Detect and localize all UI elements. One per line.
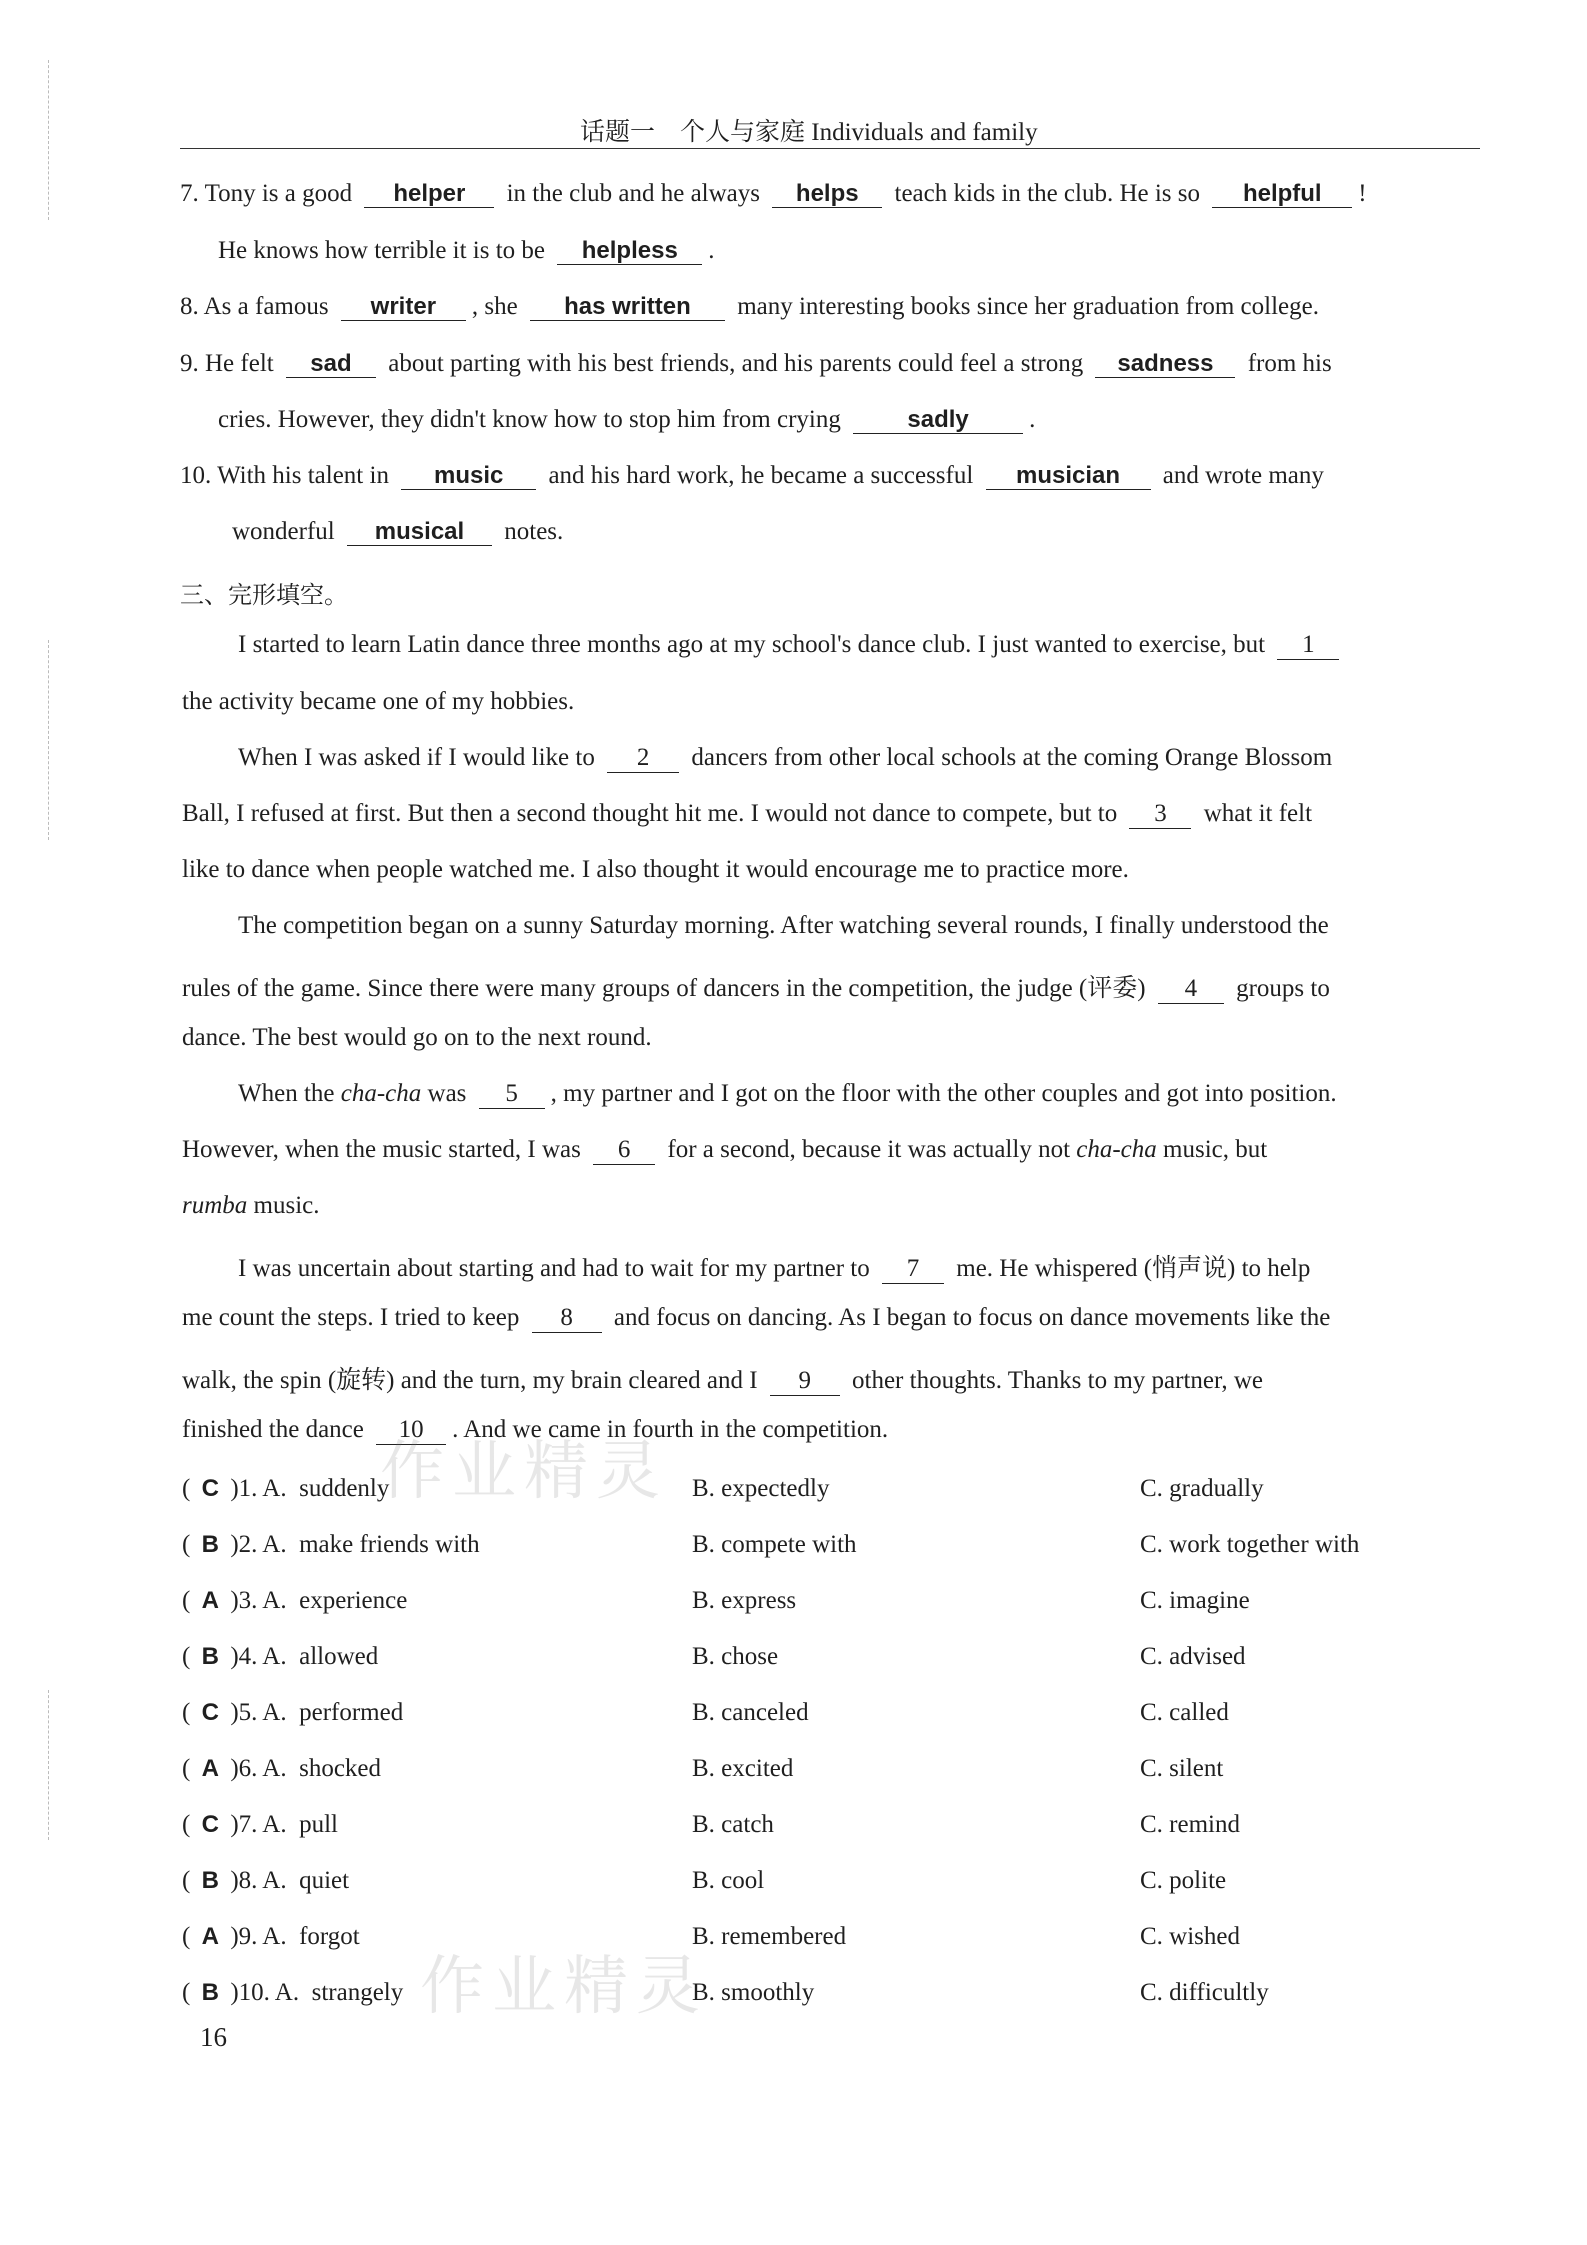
question-number: 4. A.: [238, 1643, 287, 1670]
question-number: 6. A.: [238, 1755, 287, 1782]
choice-row: ( B )2. A. make friends with: [182, 1531, 480, 1558]
passage-line: walk, the spin (旋转) and the turn, my brain cleared and I 9 other thoughts. Thanks to my partner, we: [182, 1367, 1263, 1394]
question-number: 7. A.: [238, 1811, 287, 1838]
cloze-blank: 9: [770, 1367, 840, 1396]
choice-row: ( B )10. A. strangely: [182, 1979, 404, 2006]
option-a: forgot: [299, 1923, 360, 1950]
option-a: allowed: [299, 1643, 379, 1670]
exercise-9-line-2: cries. However, they didn't know how to stop him from crying sadly .: [218, 406, 1036, 433]
chosen-answer: C: [201, 1699, 219, 1726]
passage-line: the activity became one of my hobbies.: [182, 688, 575, 715]
option-b: B. remembered: [692, 1923, 847, 1950]
page-number: 16: [200, 2022, 227, 2052]
question-number: 10. A.: [238, 1979, 300, 2006]
choice-row: ( C )5. A. performed: [182, 1699, 404, 1726]
answer-blank: has written: [530, 294, 725, 321]
exercise-number: 7.: [180, 180, 199, 207]
exercise-number: 8.: [180, 293, 199, 320]
section-title: 三、完形填空。: [180, 581, 348, 609]
chosen-answer: B: [201, 1979, 219, 2006]
answer-blank: sadness: [1095, 351, 1235, 378]
option-c: C. remind: [1140, 1811, 1240, 1838]
passage-line: dance. The best would go on to the next round.: [182, 1024, 652, 1051]
passage-line: I was uncertain about starting and had to wait for my partner to 7 me. He whispered (悄声说) to help: [238, 1255, 1311, 1282]
question-number: 5. A.: [238, 1699, 287, 1726]
exercise-number: 10.: [180, 462, 212, 489]
option-b: B. catch: [692, 1811, 774, 1838]
scan-margin-mark: [48, 1690, 50, 1840]
choice-row: ( A )9. A. forgot: [182, 1923, 360, 1950]
option-c: C. silent: [1140, 1755, 1224, 1782]
option-a: performed: [299, 1699, 404, 1726]
choice-row: ( A )6. A. shocked: [182, 1755, 382, 1782]
option-b: B. expectedly: [692, 1475, 830, 1502]
option-c: C. called: [1140, 1699, 1229, 1726]
watermark: 作业精灵: [420, 1950, 708, 2024]
option-b: B. compete with: [692, 1531, 857, 1558]
chosen-answer: B: [201, 1531, 219, 1558]
answer-blank: music: [401, 463, 536, 490]
passage-line: rumba music.: [182, 1192, 320, 1219]
passage-line: When I was asked if I would like to 2 dancers from other local schools at the coming Orange Blossom: [238, 744, 1333, 771]
passage-line: However, when the music started, I was 6 for a second, because it was actually not cha-cha music, but: [182, 1136, 1268, 1163]
passage-line: When the cha-cha was 5 , my partner and I got on the floor with the other couples and got into position.: [238, 1080, 1337, 1107]
option-b: B. express: [692, 1587, 797, 1614]
answer-blank: helps: [772, 181, 882, 208]
option-c: C. gradually: [1140, 1475, 1264, 1502]
passage-line: Ball, I refused at first. But then a second thought hit me. I would not dance to compete, but to 3 what it felt: [182, 800, 1313, 827]
cloze-blank: 3: [1129, 800, 1191, 829]
answer-blank: musical: [347, 519, 492, 546]
option-a: quiet: [299, 1867, 350, 1894]
answer-blank: helpless: [557, 238, 702, 265]
option-a: experience: [299, 1587, 408, 1614]
option-a: strangely: [311, 1979, 404, 2006]
cloze-blank: 8: [532, 1304, 602, 1333]
question-number: 8. A.: [238, 1867, 287, 1894]
option-c: C. advised: [1140, 1643, 1246, 1670]
option-b: B. chose: [692, 1643, 779, 1670]
option-c: C. imagine: [1140, 1587, 1250, 1614]
exercise-7-line-1: 7. Tony is a good helper in the club and he always helps teach kids in the club. He is so helpful !: [180, 180, 1367, 207]
scan-margin-mark: [48, 60, 50, 220]
chosen-answer: A: [201, 1755, 219, 1782]
passage-line: like to dance when people watched me. I also thought it would encourage me to practice more.: [182, 856, 1129, 883]
question-number: 1. A.: [238, 1475, 287, 1502]
answer-blank: sadly: [853, 407, 1023, 434]
answer-blank: sad: [286, 351, 376, 378]
option-b: B. canceled: [692, 1699, 809, 1726]
cloze-blank: 1: [1277, 631, 1339, 660]
option-b: B. cool: [692, 1867, 765, 1894]
watermark: 作业精灵: [380, 1435, 668, 1509]
page-header-title: 话题一 个人与家庭 Individuals and family: [580, 119, 1038, 146]
exercise-10-line-2: wonderful musical notes.: [232, 518, 564, 545]
option-a: make friends with: [299, 1531, 480, 1558]
option-b: B. smoothly: [692, 1979, 815, 2006]
passage-line: me count the steps. I tried to keep 8 and focus on dancing. As I began to focus on dance movements like the: [182, 1304, 1331, 1331]
choice-row: ( B )8. A. quiet: [182, 1867, 350, 1894]
header-divider: [180, 148, 1480, 149]
cloze-blank: 4: [1158, 975, 1224, 1004]
chosen-answer: C: [201, 1475, 219, 1502]
choice-row: ( B )4. A. allowed: [182, 1643, 379, 1670]
passage-line: I started to learn Latin dance three months ago at my school's dance club. I just wanted to exercise, but 1: [238, 631, 1345, 660]
exercise-10-line-1: 10. With his talent in music and his hard work, he became a successful musician and wrote many: [180, 462, 1324, 489]
option-a: pull: [299, 1811, 338, 1838]
cloze-blank: 10: [376, 1416, 446, 1445]
exercise-9-line-1: 9. He felt sad about parting with his best friends, and his parents could feel a strong sadness from his: [180, 350, 1332, 377]
question-number: 3. A.: [238, 1587, 287, 1614]
chosen-answer: A: [201, 1587, 219, 1614]
option-c: C. wished: [1140, 1923, 1240, 1950]
exercise-number: 9.: [180, 350, 199, 377]
question-number: 9. A.: [238, 1923, 287, 1950]
answer-blank: helper: [364, 181, 494, 208]
exercise-8: 8. As a famous writer , she has written many interesting books since her graduation from college.: [180, 293, 1319, 320]
exercise-7-line-2: He knows how terrible it is to be helpless .: [218, 237, 715, 264]
answer-blank: musician: [986, 463, 1151, 490]
answer-blank: writer: [341, 294, 466, 321]
option-a: shocked: [299, 1755, 382, 1782]
answer-blank: helpful: [1212, 181, 1352, 208]
option-c: C. polite: [1140, 1867, 1227, 1894]
choice-row: ( C )7. A. pull: [182, 1811, 338, 1838]
chosen-answer: A: [201, 1923, 219, 1950]
cloze-blank: 7: [882, 1255, 944, 1284]
question-number: 2. A.: [238, 1531, 287, 1558]
scan-margin-mark: [48, 640, 50, 840]
passage-line: rules of the game. Since there were many groups of dancers in the competition, the judge (评委) 4 groups to: [182, 975, 1330, 1002]
option-b: B. excited: [692, 1755, 794, 1782]
option-a: suddenly: [299, 1475, 390, 1502]
cloze-blank: 6: [593, 1136, 655, 1165]
chosen-answer: C: [201, 1811, 219, 1838]
choice-row: ( C )1. A. suddenly: [182, 1475, 390, 1502]
passage-line: finished the dance 10 . And we came in fourth in the competition.: [182, 1416, 889, 1443]
choice-row: ( A )3. A. experience: [182, 1587, 408, 1614]
passage-line: The competition began on a sunny Saturday morning. After watching several rounds, I finally understood the: [238, 912, 1329, 939]
chosen-answer: B: [201, 1643, 219, 1670]
option-c: C. difficultly: [1140, 1979, 1269, 2006]
chosen-answer: B: [201, 1867, 219, 1894]
cloze-blank: 5: [479, 1080, 545, 1109]
cloze-blank: 2: [607, 744, 679, 773]
option-c: C. work together with: [1140, 1531, 1360, 1558]
